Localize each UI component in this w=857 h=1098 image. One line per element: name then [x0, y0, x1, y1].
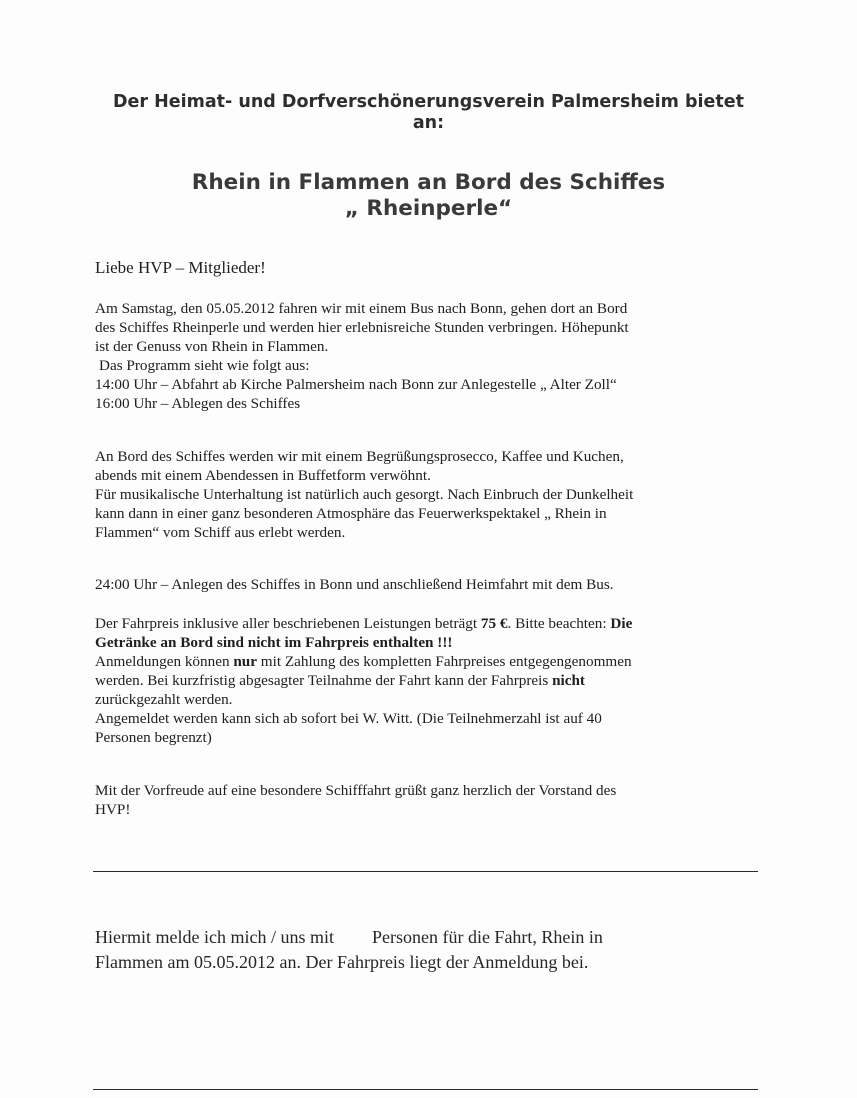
text-line: zurückgezahlt werden.: [95, 691, 233, 708]
registration-line-2: Flammen am 05.05.2012 an. Der Fahrpreis liegt der Anmeldung bei.: [95, 952, 589, 972]
text-line: ist der Genuss von Rhein in Flammen.: [95, 338, 329, 355]
onboard-paragraph: [95, 447, 765, 542]
text-span: Anmeldungen können: [95, 653, 234, 670]
schedule-return: 24:00 Uhr – Anlegen des Schiffes in Bonn und anschließend Heimfahrt mit dem Bus.: [95, 576, 614, 593]
text-line: HVP!: [95, 801, 131, 818]
price-value: 75 €: [480, 615, 508, 632]
text-line: [95, 652, 765, 671]
text-span: Personen für die Fahrt, Rhein in: [371, 927, 603, 947]
text-span: . Bitte beachten:: [507, 615, 611, 632]
bold-span: nur: [233, 653, 257, 670]
text-span: Hiermit melde ich mich / uns mit: [95, 927, 334, 947]
text-line: kann dann in einer ganz besonderen Atmosphäre das Feuerwerkspektakel „ Rhein in: [95, 505, 607, 522]
text-line: des Schiffes Rheinperle und werden hier erlebnisreiche Stunden verbringen. Höhepunkt: [95, 319, 629, 336]
return-paragraph: [95, 575, 765, 594]
schedule-departure: 14:00 Uhr – Abfahrt ab Kirche Palmersheim nach Bonn zur Anlegestelle „ Alter Zoll“: [95, 376, 617, 393]
text-line: Mit der Vorfreude auf eine besondere Schifffahrt grüßt ganz herzlich der Vorstand des: [95, 782, 617, 799]
text-span: Der Fahrpreis inklusive aller beschriebenen Leistungen beträgt: [95, 615, 481, 632]
organizer-line-1: Der Heimat- und Dorfverschönerungsverein Palmersheim bietet: [112, 92, 744, 112]
text-span: mit Zahlung des kompletten Fahrpreises entgegengenommen: [257, 653, 632, 670]
text-line: Personen begrenzt): [95, 729, 212, 746]
text-line: Angemeldet werden kann sich ab sofort bei W. Witt. (Die Teilnehmerzahl ist auf 40: [95, 710, 602, 727]
signature-line: [93, 1089, 758, 1090]
text-line: Flammen“ vom Schiff aus erlebt werden.: [95, 524, 346, 541]
bold-span: nicht: [552, 672, 585, 689]
event-title-line-1: Rhein in Flammen an Bord des Schiffes: [191, 170, 666, 195]
price-paragraph: [95, 614, 765, 747]
event-title: [60, 170, 797, 222]
text-line: An Bord des Schiffes werden wir mit einem Begrüßungsprosecco, Kaffee und Kuchen,: [95, 448, 624, 465]
registration-line-1: [95, 925, 775, 950]
organizer-heading: [60, 92, 797, 134]
registration-form-text: [95, 925, 775, 975]
text-line: Das Programm sieht wie folgt aus:: [99, 357, 310, 374]
event-title-line-2: „ Rheinperle“: [344, 196, 513, 221]
organizer-line-2: an:: [412, 113, 445, 133]
text-line: abends mit einem Abendessen in Buffetform verwöhnt.: [95, 467, 431, 484]
bold-span: Die: [610, 615, 633, 632]
price-line: [95, 614, 765, 633]
greeting: Liebe HVP – Mitglieder!: [95, 258, 266, 277]
text-line: [95, 671, 765, 690]
text-line: Für musikalische Unterhaltung ist natürlich auch gesorgt. Nach Einbruch der Dunkelheit: [95, 486, 634, 503]
schedule-casting-off: 16:00 Uhr – Ablegen des Schiffes: [95, 395, 301, 412]
closing-paragraph: [95, 781, 765, 819]
text-span: werden. Bei kurzfristig abgesagter Teilnahme der Fahrt kann der Fahrpreis: [95, 672, 553, 689]
drinks-notice: [95, 633, 765, 652]
cut-line-divider: [93, 871, 758, 872]
program-paragraph: [95, 299, 765, 413]
bold-span: Getränke an Bord sind nicht im Fahrpreis enthalten !!!: [95, 634, 453, 651]
text-line: Am Samstag, den 05.05.2012 fahren wir mit einem Bus nach Bonn, gehen dort an Bord: [95, 300, 628, 317]
